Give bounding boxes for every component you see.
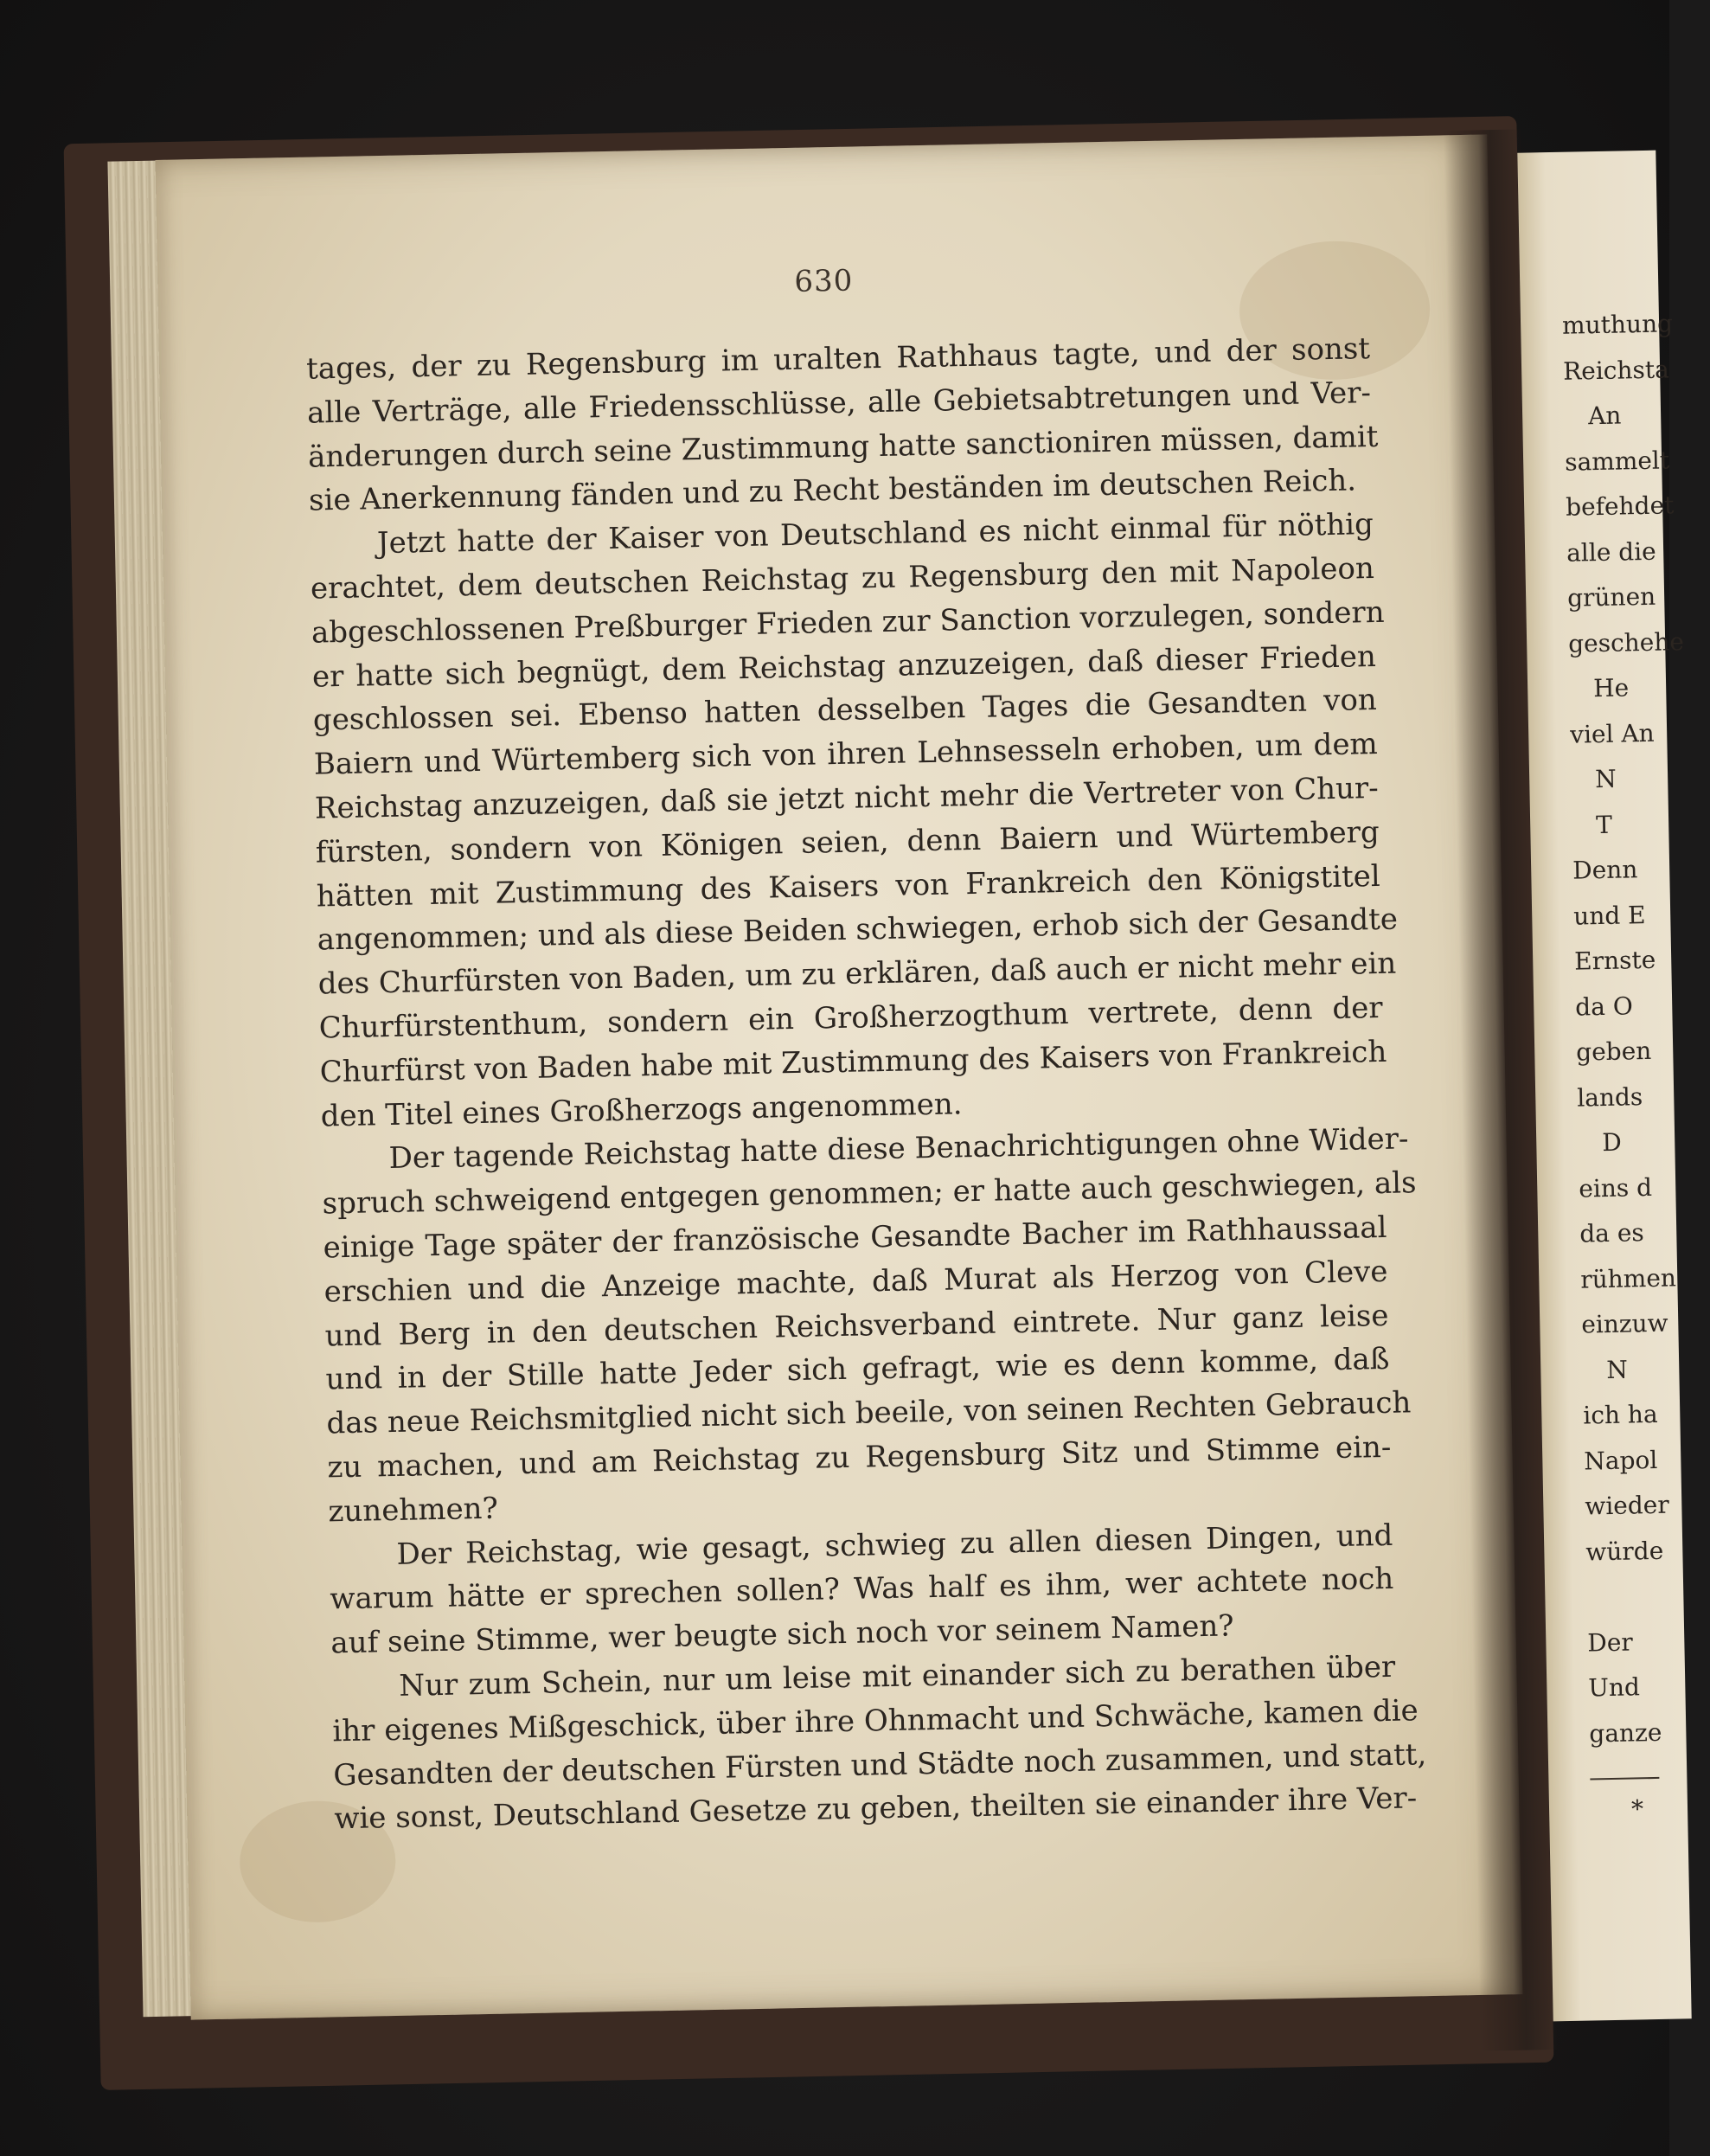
text-line: würde xyxy=(1585,1536,1664,1567)
text-line: T xyxy=(1595,810,1613,839)
text-line: Und xyxy=(1588,1672,1641,1703)
text-line xyxy=(1586,1573,1682,1620)
text-line: des Churfürsten von Baden, um zu erklären, daß auch er nicht mehr ein xyxy=(317,946,1397,1002)
text-line: ganze xyxy=(1589,1717,1662,1748)
text-line: viel An xyxy=(1569,718,1655,749)
text-line: grünen xyxy=(1566,581,1656,613)
text-line: Reichstag anzuzeigen, daß sie jetzt nicht mehr die Vertreter von Chur- xyxy=(314,770,1380,826)
text-line: Baiern und Würtemberg sich von ihren Lehnsesseln erhoben, um dem xyxy=(313,727,1379,782)
text-line: Churfürst von Baden habe mit Zustimmung des Kaisers von Frankreich xyxy=(319,1034,1387,1090)
text-line: auf seine Stimme, wer beugte sich noch vor seinem Namen? xyxy=(330,1608,1234,1661)
text-line: tages, der zu Regensburg im uralten Rathhaus tagte, und der sonst xyxy=(305,331,1371,387)
body-text xyxy=(305,327,1427,1841)
text-line: Nur zum Schein, nur um leise mit einander sich zu berathen über xyxy=(399,1649,1396,1704)
text-line: rühmen xyxy=(1579,1262,1677,1294)
text-line: N xyxy=(1594,764,1617,794)
text-line: Der xyxy=(1587,1627,1634,1657)
text-line: da es xyxy=(1579,1218,1645,1248)
footnote-mark: * xyxy=(1630,1794,1644,1824)
text-line: angenommen; und als diese Beiden schwiegen, erhob sich der Gesandte xyxy=(317,902,1399,958)
text-line: einzuw xyxy=(1580,1308,1668,1339)
text-line: N xyxy=(1605,1355,1629,1384)
text-line: muthung xyxy=(1561,309,1674,340)
left-page xyxy=(156,134,1523,2019)
text-line: zunehmen? xyxy=(328,1491,499,1530)
text-line: und in der Stille hatte Jeder sich gefragt, wie es denn komme, daß xyxy=(325,1342,1390,1397)
text-line: Napol xyxy=(1584,1445,1658,1476)
text-line: Reichsta xyxy=(1562,354,1670,386)
text-line: da O xyxy=(1574,991,1634,1022)
text-line: wie sonst, Deutschland Gesetze zu geben, theilten sie einander ihre Ver- xyxy=(333,1781,1418,1837)
text-line: alle Verträge, alle Friedensschlüsse, alle Gebietsabtretungen und Ver- xyxy=(306,375,1372,431)
text-line: hätten mit Zustimmung des Kaisers von Frankreich den Königstitel xyxy=(316,858,1381,914)
text-line: Denn xyxy=(1572,855,1638,885)
text-line: erschien und die Anzeige machte, daß Murat als Herzog von Cleve xyxy=(323,1254,1388,1310)
text-line: erachtet, dem deutschen Reichstag zu Regensburg den mit Napoleon xyxy=(310,550,1375,606)
text-line: warum hätte er sprechen sollen? Was half es ihm, wer achtete noch xyxy=(330,1562,1394,1617)
text-line: An xyxy=(1587,401,1622,431)
text-line: spruch schweigend entgegen genommen; er hatte auch geschwiegen, als xyxy=(322,1165,1417,1222)
text-line: Jetzt hatte der Kaiser von Deutschland es nicht einmal für nöthig xyxy=(376,507,1374,561)
text-line: He xyxy=(1592,673,1630,703)
text-line: abgeschlossenen Preßburger Frieden zur Sanction vorzulegen, sondern xyxy=(311,594,1385,651)
text-line: geschlossen sei. Ebenso hatten desselben Tages die Gesandten von xyxy=(312,683,1378,738)
text-line: wieder xyxy=(1585,1490,1670,1521)
text-line: er hatte sich begnügt, dem Reichstag anzuzeigen, daß dieser Frieden xyxy=(311,638,1377,695)
text-line: alle die xyxy=(1566,536,1656,568)
text-line: fürsten, sondern von Königen seien, denn Baiern und Würtemberg xyxy=(315,814,1380,870)
text-line: ihr eigenes Mißgeschick, über ihre Ohnmacht und Schwäche, kamen die xyxy=(332,1692,1419,1749)
text-line: befehdet xyxy=(1565,491,1675,522)
text-line: änderungen durch seine Zustimmung hatte sanctioniren müssen, damit xyxy=(307,419,1379,475)
text-line: eins d xyxy=(1578,1172,1653,1203)
text-line: und E xyxy=(1572,900,1646,931)
text-line: zu machen, und am Reichstag zu Regensburg Sitz und Stimme ein- xyxy=(327,1429,1392,1485)
text-line: sammelt xyxy=(1564,445,1670,477)
text-line: D xyxy=(1601,1127,1623,1158)
text-line: Der tagende Reichstag hatte diese Benachrichtigungen ohne Wider- xyxy=(388,1121,1409,1177)
text-line: Churfürstenthum, sondern ein Großherzogthum vertrete, denn der xyxy=(318,990,1383,1046)
text-line: lands xyxy=(1576,1081,1643,1113)
text-line: und Berg in den deutschen Reichsverband eintrete. Nur ganz leise xyxy=(324,1298,1389,1353)
text-line: den Titel eines Großherzogs angenommen. xyxy=(320,1086,963,1134)
text-line: Der Reichstag, wie gesagt, schwieg zu allen diesen Dingen, und xyxy=(396,1518,1393,1572)
text-line: geben xyxy=(1575,1036,1652,1067)
text-line: Gesandten der deutschen Fürsten und Städte noch zusammen, und statt, xyxy=(332,1736,1427,1793)
text-line: das neue Reichsmitglied nicht sich beeile, von seinen Rechten Gebrauch xyxy=(326,1385,1412,1441)
text-line: ich ha xyxy=(1582,1399,1658,1430)
page-number: 630 xyxy=(794,263,854,299)
footnote-rule xyxy=(1590,1777,1659,1781)
text-line: geschehe xyxy=(1567,626,1685,658)
text-line: sie Anerkennung fänden und zu Recht beständen im deutschen Reich. xyxy=(308,463,1357,519)
text-line: Ernste xyxy=(1573,945,1656,976)
text-line: einige Tage später der französische Gesandte Bacher im Rathhaussaal xyxy=(323,1210,1387,1266)
